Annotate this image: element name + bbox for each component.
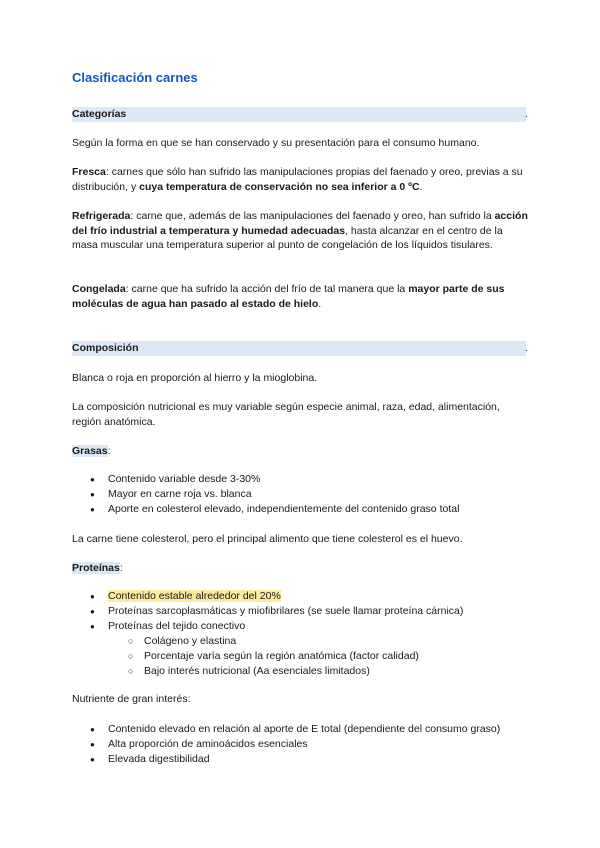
section-heading-dot: . xyxy=(525,342,528,354)
paragraph-fresca xyxy=(72,165,528,194)
sub-list-item: ○ Porcentaje varía según la región anatómica (factor calidad) xyxy=(72,649,528,664)
list-item: ● Alta proporción de aminoácidos esenciales xyxy=(72,737,528,752)
proteinas-label: Proteínas xyxy=(72,562,120,574)
composicion-p2: La composición nutricional es muy variable según especie animal, raza, edad, alimentación, región anatómica. xyxy=(72,401,500,428)
list-item: ● Proteínas sarcoplasmáticas y miofibrilares (se suele llamar proteína cárnica) xyxy=(72,604,528,619)
sub-list-item: ○ Bajo interés nutricional (Aa esenciales limitados) xyxy=(72,664,528,679)
grasas-list xyxy=(72,472,528,517)
fresca-bold: cuya temperatura de conservación no sea inferior a 0 ºC xyxy=(139,180,420,193)
paragraph-congelada xyxy=(72,282,528,311)
list-item: ● Contenido variable desde 3-30% xyxy=(72,472,528,487)
list-item: ● Contenido elevado en relación al aporte de E total (dependiente del consumo graso) xyxy=(72,722,528,737)
subheading-proteinas xyxy=(72,561,123,576)
composicion-p1: Blanca o roja en proporción al hierro y la mioglobina. xyxy=(72,372,318,384)
proteinas-colon: : xyxy=(119,562,123,574)
section-heading-categorias xyxy=(72,107,526,122)
term-refrigerada: Refrigerada xyxy=(72,210,131,222)
nutriente-heading: Nutriente de gran interés: xyxy=(72,693,191,705)
fresca-text-1: : carnes que sólo han sufrido las manipulaciones propias del faenado y oreo, previas a su distribución, y xyxy=(72,166,523,193)
congelada-text-2: . xyxy=(318,297,322,310)
proteinas-list xyxy=(72,589,528,679)
congelada-bold: mayor parte de sus moléculas de agua han pasado al estado de hielo xyxy=(72,283,505,310)
refrigerada-bold: acción del frío industrial a temperatura y humedad adecuadas xyxy=(72,210,528,237)
term-fresca: Fresca xyxy=(72,166,106,178)
colesterol-note: La carne tiene colesterol, pero el principal alimento que tiene colesterol es el huevo. xyxy=(72,533,463,545)
sub-list-item: ○ Colágeno y elastina xyxy=(72,634,528,649)
grasas-label: Grasas xyxy=(72,445,108,457)
list-item-highlighted xyxy=(72,589,528,604)
list-item: ● Elevada digestibilidad xyxy=(72,752,528,767)
fresca-text-2: . xyxy=(419,180,423,193)
refrigerada-text-1: : carne que, además de las manipulaciones del faenado y oreo, han sufrido la xyxy=(130,210,495,222)
subheading-grasas xyxy=(72,444,111,459)
list-item: ● Mayor en carne roja vs. blanca xyxy=(72,487,528,502)
highlighted-text: Contenido estable alrededor del 20% xyxy=(108,590,281,602)
list-item: ● Aporte en colesterol elevado, independientemente del contenido graso total xyxy=(72,502,528,517)
section-heading-label: Categorías xyxy=(72,108,127,120)
document-title: Clasificación carnes xyxy=(72,70,198,85)
section-heading-dot: . xyxy=(525,108,528,120)
list-item: ● Proteínas del tejido conectivo xyxy=(72,619,528,634)
paragraph-refrigerada xyxy=(72,209,528,253)
grasas-colon: : xyxy=(107,445,111,457)
term-congelada: Congelada xyxy=(72,283,126,295)
congelada-text-1: : carne que ha sufrido la acción del frío de tal manera que la xyxy=(125,283,409,295)
nutriente-list xyxy=(72,722,528,767)
refrigerada-text-2: , hasta alcanzar en el centro de la masa muscular una temperatura superior al punto de congelación de los líquidos tisulares. xyxy=(72,224,503,252)
section-heading-composicion xyxy=(72,341,526,356)
section-heading-label: Composición xyxy=(72,342,139,354)
categorias-intro: Según la forma en que se han conservado y su presentación para el consumo humano. xyxy=(72,137,480,149)
